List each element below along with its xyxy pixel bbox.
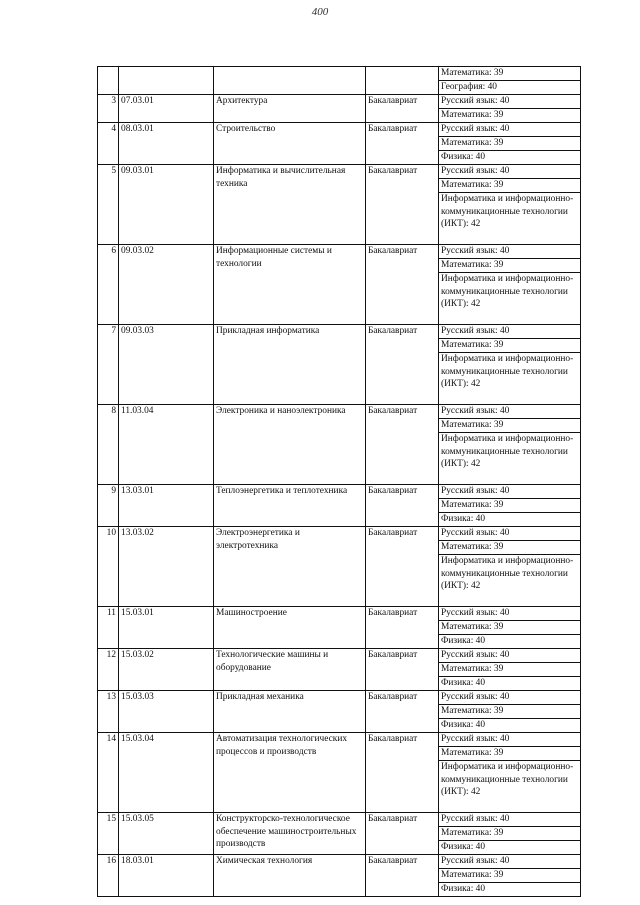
program-code: 09.03.02 [119,245,214,325]
exam-subject-score: Математика: 39 [439,747,581,761]
row-number: 10 [98,527,119,607]
table-row [98,67,581,81]
exam-subject-score: Русский язык: 40 [439,165,581,179]
row-number: 7 [98,325,119,405]
exam-subject-score: Информатика и информационно-коммуникационные технологии (ИКТ): 42 [439,193,581,245]
education-level: Бакалавриат [366,733,439,813]
education-level: Бакалавриат [366,649,439,691]
table-row [98,245,581,259]
program-name: Информатика и вычислительная техника [214,165,366,245]
table-row [98,733,581,747]
exam-subject-score: Математика: 39 [439,869,581,883]
exam-subject-score: Математика: 39 [439,621,581,635]
row-number: 12 [98,649,119,691]
exam-subject-score: Физика: 40 [439,513,581,527]
exam-subject-score: Физика: 40 [439,883,581,897]
exam-subject-score: Математика: 39 [439,137,581,151]
program-code: 15.03.05 [119,813,214,855]
row-number: 3 [98,95,119,123]
exam-subject-score: Русский язык: 40 [439,649,581,663]
exam-subject-score: Русский язык: 40 [439,123,581,137]
exam-subject-score: Русский язык: 40 [439,813,581,827]
program-name: Прикладная механика [214,691,366,733]
row-number: 13 [98,691,119,733]
row-number: 9 [98,485,119,527]
education-level: Бакалавриат [366,325,439,405]
education-level: Бакалавриат [366,855,439,897]
program-code [119,67,214,95]
exam-subject-score: Русский язык: 40 [439,245,581,259]
exam-subject-score: Математика: 39 [439,339,581,353]
program-code: 15.03.02 [119,649,214,691]
exam-subject-score: Физика: 40 [439,719,581,733]
exam-subject-score: Русский язык: 40 [439,405,581,419]
exam-subject-score: Информатика и информационно-коммуникационные технологии (ИКТ): 42 [439,273,581,325]
exam-subject-score: Математика: 39 [439,541,581,555]
table-row [98,95,581,109]
program-code: 08.03.01 [119,123,214,165]
exam-subject-score: Русский язык: 40 [439,607,581,621]
row-number: 4 [98,123,119,165]
exam-subject-score: Математика: 39 [439,179,581,193]
program-code: 15.03.03 [119,691,214,733]
row-number: 6 [98,245,119,325]
exam-subject-score: Русский язык: 40 [439,485,581,499]
program-name: Архитектура [214,95,366,123]
table-row [98,405,581,419]
education-level: Бакалавриат [366,165,439,245]
exam-subject-score: Информатика и информационно-коммуникационные технологии (ИКТ): 42 [439,353,581,405]
education-level: Бакалавриат [366,123,439,165]
exam-subject-score: Математика: 39 [439,663,581,677]
education-level: Бакалавриат [366,405,439,485]
row-number: 14 [98,733,119,813]
program-code: 13.03.01 [119,485,214,527]
program-name: Технологические машины и оборудование [214,649,366,691]
exam-subject-score: Информатика и информационно-коммуникационные технологии (ИКТ): 42 [439,761,581,813]
program-name: Электроэнергетика и электротехника [214,527,366,607]
education-level [366,67,439,95]
exam-subject-score: Физика: 40 [439,841,581,855]
row-number: 11 [98,607,119,649]
education-level: Бакалавриат [366,607,439,649]
program-code: 11.03.04 [119,405,214,485]
exam-subject-score: Физика: 40 [439,635,581,649]
table-row [98,813,581,827]
table-row [98,649,581,663]
program-name: Химическая технология [214,855,366,897]
exam-subject-score: Математика: 39 [439,67,581,81]
program-name: Строительство [214,123,366,165]
programs-table-body [98,67,581,897]
table-row [98,855,581,869]
exam-subject-score: Математика: 39 [439,259,581,273]
exam-subject-score: Русский язык: 40 [439,325,581,339]
program-name: Теплоэнергетика и теплотехника [214,485,366,527]
exam-subject-score: Математика: 39 [439,419,581,433]
program-code: 13.03.02 [119,527,214,607]
program-code: 09.03.01 [119,165,214,245]
education-level: Бакалавриат [366,245,439,325]
row-number: 15 [98,813,119,855]
program-code: 18.03.01 [119,855,214,897]
table-row [98,607,581,621]
education-level: Бакалавриат [366,813,439,855]
exam-subject-score: Математика: 39 [439,109,581,123]
education-level: Бакалавриат [366,485,439,527]
program-name: Прикладная информатика [214,325,366,405]
program-name: Электроника и наноэлектроника [214,405,366,485]
exam-subject-score: Физика: 40 [439,677,581,691]
row-number: 5 [98,165,119,245]
program-name: Машиностроение [214,607,366,649]
row-number: 16 [98,855,119,897]
page-number: 400 [311,6,329,18]
table-row [98,165,581,179]
education-level: Бакалавриат [366,95,439,123]
program-name: Конструкторско-технологическое обеспечение машиностроительных производств [214,813,366,855]
education-level: Бакалавриат [366,527,439,607]
table-row [98,527,581,541]
program-code: 15.03.01 [119,607,214,649]
table-row [98,485,581,499]
table-row [98,691,581,705]
row-number: 8 [98,405,119,485]
exam-subject-score: Русский язык: 40 [439,691,581,705]
programs-table [97,66,581,897]
program-name: Автоматизация технологических процессов и производств [214,733,366,813]
exam-subject-score: Информатика и информационно-коммуникационные технологии (ИКТ): 42 [439,433,581,485]
program-name [214,67,366,95]
exam-subject-score: Русский язык: 40 [439,733,581,747]
program-code: 15.03.04 [119,733,214,813]
exam-subject-score: Математика: 39 [439,705,581,719]
row-number [98,67,119,95]
program-code: 07.03.01 [119,95,214,123]
exam-subject-score: Информатика и информационно-коммуникационные технологии (ИКТ): 42 [439,555,581,607]
program-code: 09.03.03 [119,325,214,405]
table-row [98,325,581,339]
exam-subject-score: География: 40 [439,81,581,95]
program-name: Информационные системы и технологии [214,245,366,325]
exam-subject-score: Русский язык: 40 [439,855,581,869]
exam-subject-score: Русский язык: 40 [439,527,581,541]
exam-subject-score: Русский язык: 40 [439,95,581,109]
exam-subject-score: Математика: 39 [439,499,581,513]
exam-subject-score: Математика: 39 [439,827,581,841]
education-level: Бакалавриат [366,691,439,733]
exam-subject-score: Физика: 40 [439,151,581,165]
table-row [98,123,581,137]
